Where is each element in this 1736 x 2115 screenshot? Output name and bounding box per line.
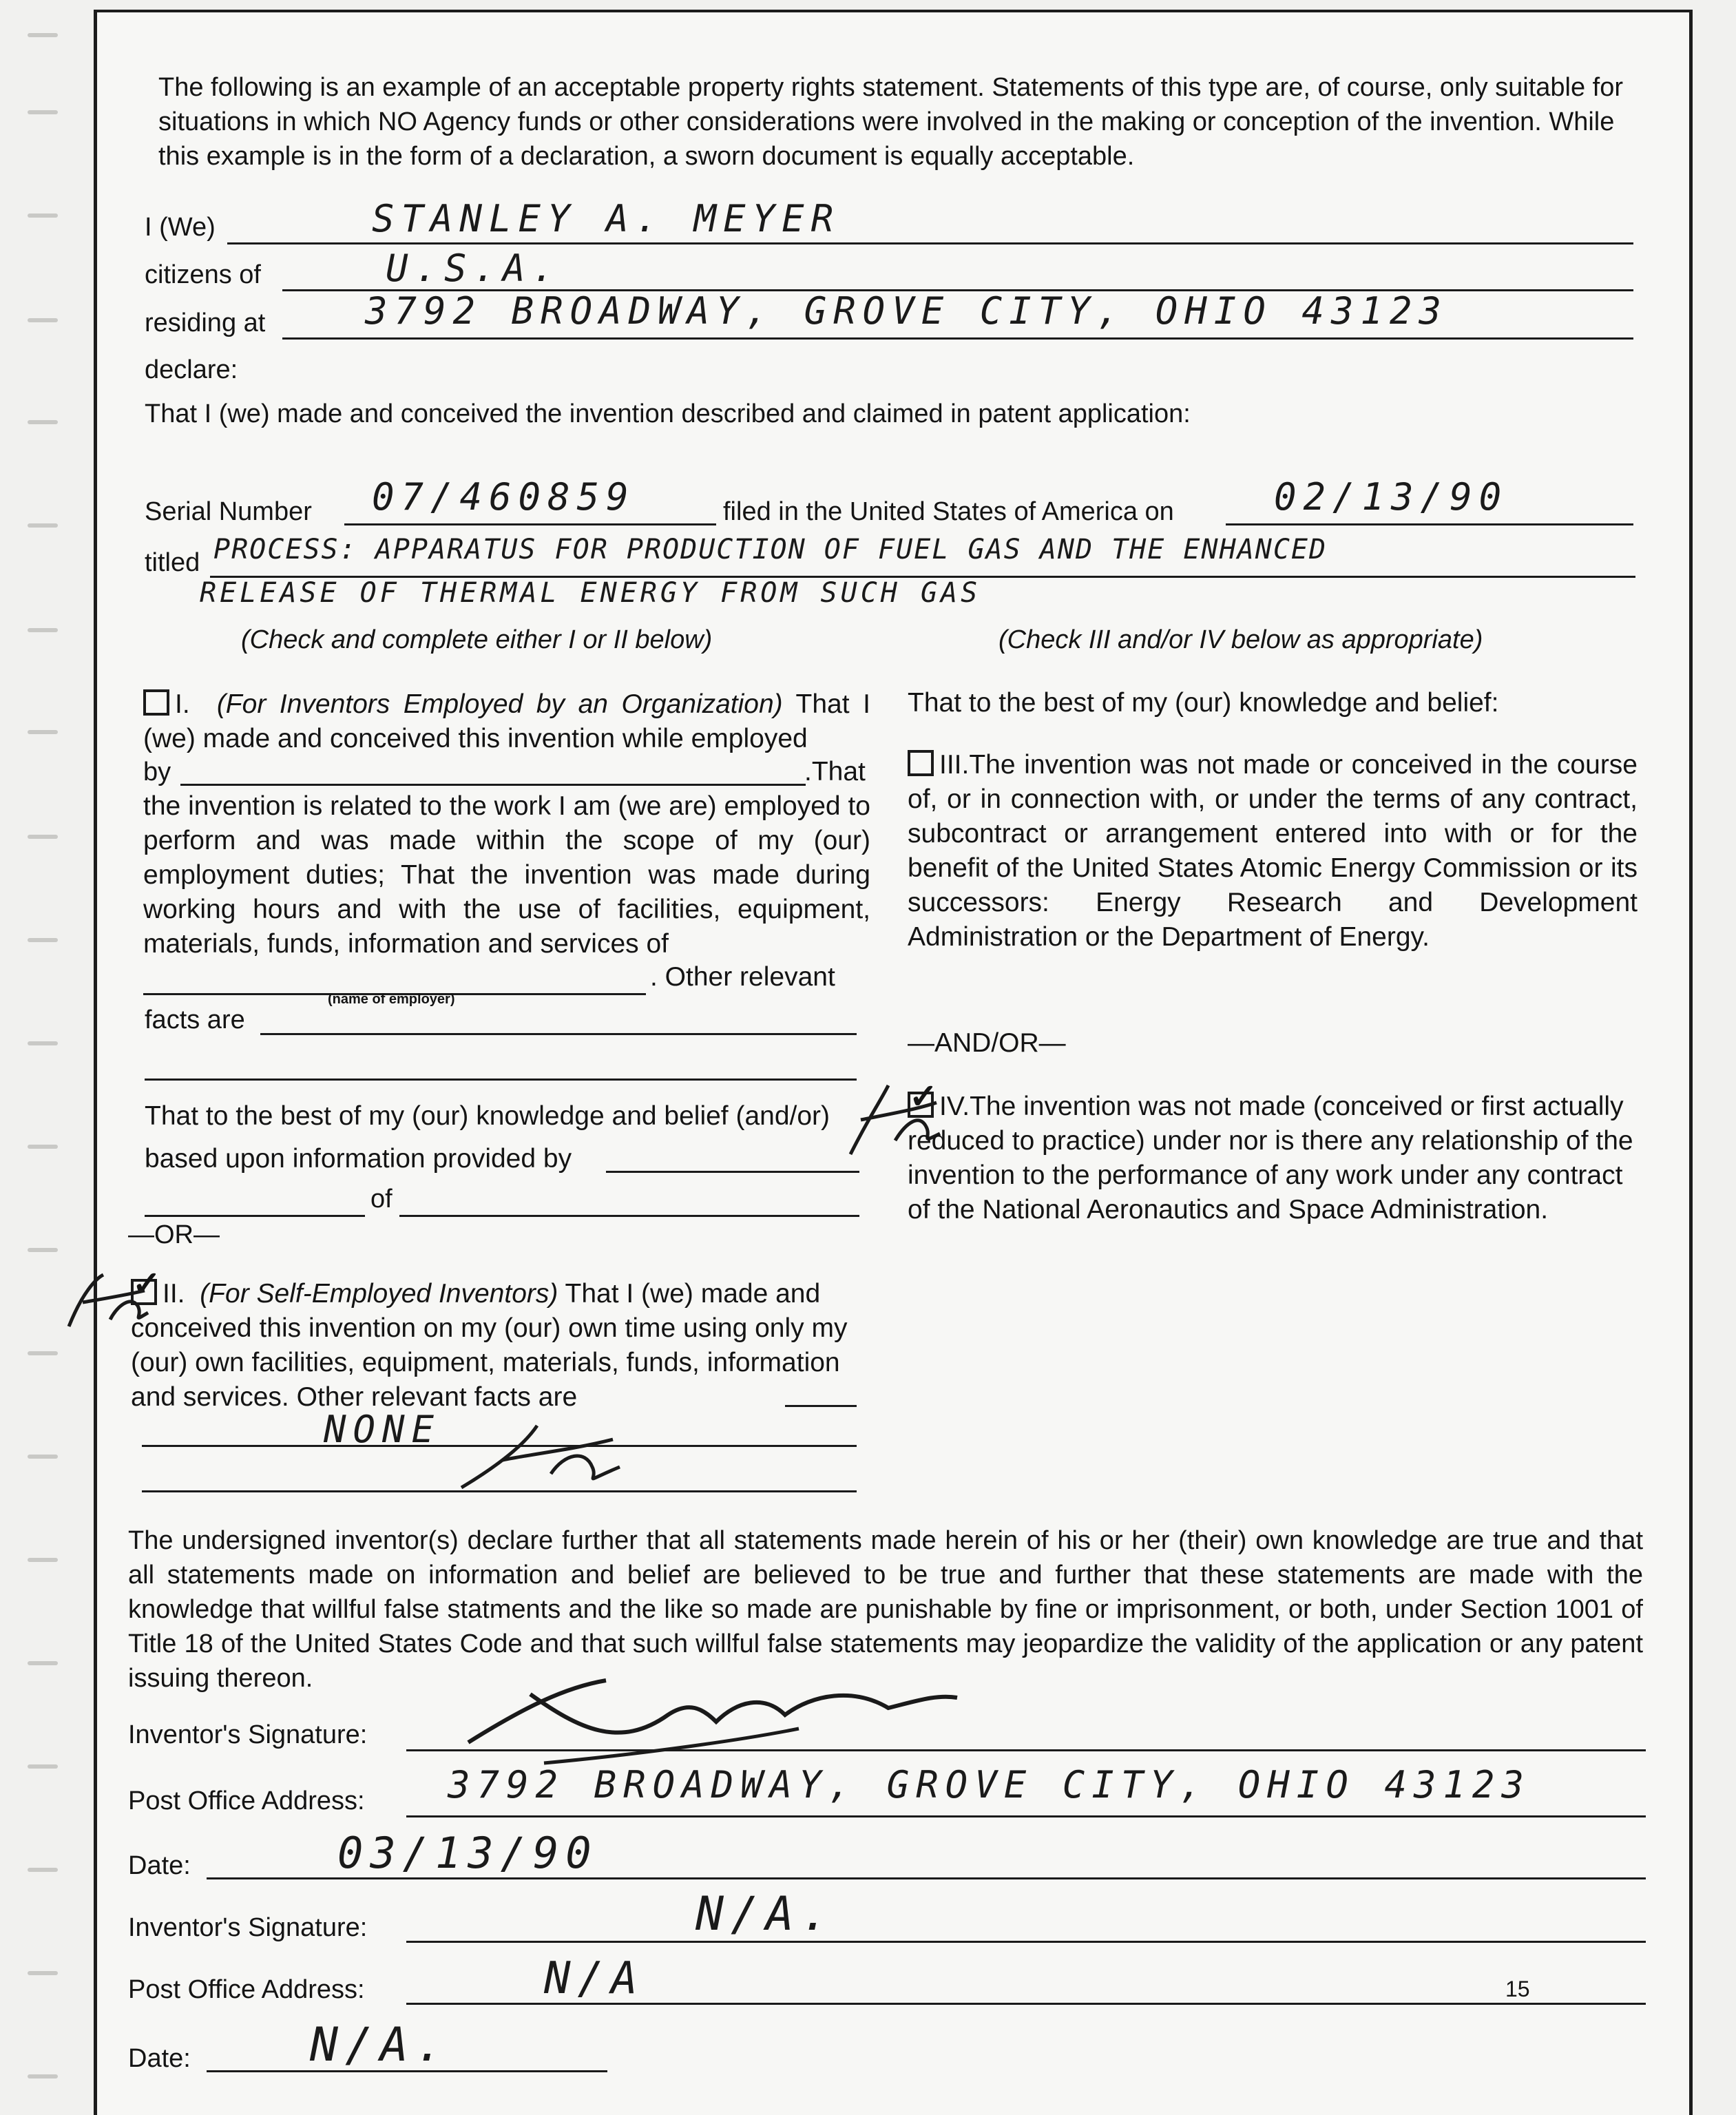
provided-by-line [606,1171,859,1173]
section-i-text-b: .That the invention is related to the work I am (we are) employed to perform and was made within the scope of my (our) employment duties; That the invention was made during working hours and with the use of facilities, equipment, materials, funds, information and services of [143,757,870,959]
or-divider: —OR— [128,1220,220,1249]
filed-label: filed in the United States of America on [723,497,1174,526]
serial-line [344,523,716,525]
section-iii-numeral: III. [939,750,970,780]
titled-label: titled [145,548,200,577]
citizens-value[interactable]: U.S.A. [386,247,562,290]
section-i-text-a: That I (we) made and conceived this invention while employed [143,689,870,753]
we-label: I (We) [145,213,216,242]
residing-value[interactable]: 3792 BROADWAY, GROVE CITY, OHIO 43123 [365,289,1448,333]
addr2-label: Post Office Address: [128,1975,365,2004]
addr1-label: Post Office Address: [128,1786,365,1815]
date2-label: Date: [128,2044,191,2073]
section-ii-numeral: II. [163,1279,185,1309]
ii-facts-value[interactable]: NONE [324,1408,441,1451]
addr1-value[interactable]: 3792 BROADWAY, GROVE CITY, OHIO 43123 [448,1763,1531,1806]
serial-label: Serial Number [145,497,312,526]
section-i-checkbox[interactable] [143,689,169,716]
section-iv [908,1090,1638,1227]
we-line [227,242,1633,244]
we-value[interactable]: STANLEY A. MEYER [372,197,841,240]
of-line [399,1215,859,1217]
addr1-line [406,1815,1646,1817]
declare-label: declare: [145,355,238,384]
other-relevant: . Other relevant [650,962,835,992]
section-i-numeral: I. [175,689,190,719]
by-label: by [143,758,171,786]
residing-label: residing at [145,309,266,337]
employer-caption: (name of employer) [328,992,455,1007]
best-of-right: That to the best of my (our) knowledge and belief: [908,688,1499,718]
section-ii-heading: (For Self-Employed Inventors) [200,1279,558,1309]
inventor-signature[interactable] [441,1667,964,1770]
filed-value[interactable]: 02/13/90 [1274,475,1509,519]
provided-name-line [145,1215,365,1217]
and-or-divider: —AND/OR— [908,1028,1066,1058]
addr2-value[interactable]: N/A [544,1953,645,2004]
sig2-value[interactable]: N/A. [696,1887,836,1941]
that-made-statement: That I (we) made and conceived the invention described and claimed in patent application: [145,399,1191,428]
section-i-heading: (For Inventors Employed by an Organization) [216,689,783,719]
section-iii-text: The invention was not made or conceived in the course of, or in connection with, or under the terms of any contract, subcontract or arrangement entered into with or for the benefit of the United States Atomic Energy Commission or its successors: Energy Research and Development Administration or the Department of Energy. [908,750,1638,952]
section-iv-numeral: IV. [939,1092,970,1121]
instruction-left: (Check and complete either I or II below) [241,625,713,654]
declaration-paragraph: The undersigned inventor(s) declare further that all statements made herein of his or her (their) own knowledge are true and that all statements made on information and belief are believed to be true and further that these statements are made with the knowledge that willful false statments and the like so made are punishable by fine or imprisonment, or both, under Section 1001 of Title 18 of the United States Code and that such willful false statements may jeopardize the validity of the application or any patent issuing thereon. [128,1526,1643,1693]
initials-mark-ii [62,1264,151,1340]
section-i [143,687,870,756]
of-label: of [370,1185,393,1213]
ii-facts-line-0 [785,1405,857,1407]
residing-line [282,337,1633,340]
citizens-label: citizens of [145,260,261,289]
section-iv-checkbox[interactable] [908,1092,934,1118]
date2-value[interactable]: N/A. [310,2018,450,2072]
section-ii [131,1277,855,1415]
serial-value[interactable]: 07/460859 [372,475,636,519]
title-line1[interactable]: PROCESS: APPARATUS FOR PRODUCTION OF FUEL GAS AND THE ENHANCED [213,534,1328,565]
facts-line-2 [145,1079,857,1081]
title-line2[interactable]: RELEASE OF THERMAL ENERGY FROM SUCH GAS [200,577,981,609]
page-number: 15 [1505,1977,1530,2001]
initials-mark-facts [454,1419,634,1494]
sig2-label: Inventor's Signature: [128,1913,368,1942]
date1-label: Date: [128,1851,191,1880]
section-iii-checkbox[interactable] [908,750,934,776]
sig1-label: Inventor's Signature: [128,1720,368,1749]
section-iii [908,748,1638,955]
facts-label: facts are [145,1006,245,1034]
instruction-right: (Check III and/or IV below as appropriate) [998,625,1483,654]
section-iv-text: The invention was not made (conceived or first actually reduced to practice) under nor is there any relationship of the invention to the performance of any work under any contract of the National Aeronautics and Space Administration. [908,1092,1633,1225]
filed-line [1226,523,1633,525]
date1-value[interactable]: 03/13/90 [337,1828,598,1878]
intro-paragraph: The following is an example of an acceptable property rights statement. Statements of this type are, of course, only suitable for situations in which NO Agency funds or other considerations were involved in the making or conception of the invention. While this example is in the form of a declaration, a sworn document is equally acceptable. [158,73,1624,171]
best-of-left: That to the best of my (our) knowledge and belief (and/or) based upon information provided by [145,1101,830,1174]
sig2-line [406,1941,1646,1943]
facts-line-1 [260,1033,857,1035]
section-ii-text: That I (we) made and conceived this invention on my (our) own time using only my (our) own facilities, equipment, materials, funds, information and services. Other relevant facts are [131,1279,848,1412]
